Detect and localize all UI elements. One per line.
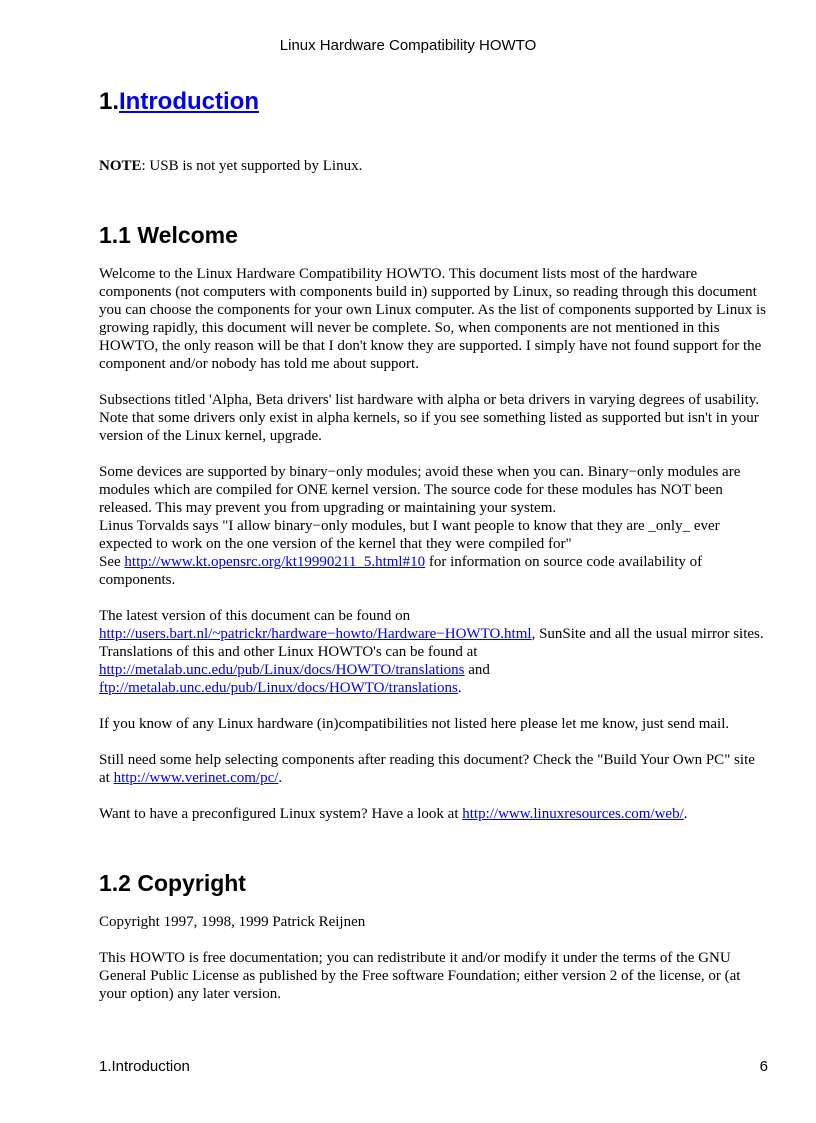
kt-opensrc-link[interactable]: http://www.kt.opensrc.org/kt19990211_5.html#10 [124, 554, 426, 570]
welcome-paragraph-6 [99, 751, 769, 787]
period-text: . [278, 770, 283, 786]
copyright-paragraph-2: This HOWTO is free documentation; you can redistribute it and/or modify it under the terms of the GNU General Public License as published by the Free software Foundation; either version 2 of the license, or (at your option) any later version. [99, 950, 741, 1002]
welcome-paragraph-5: If you know of any Linux hardware (in)compatibilities not listed here please let me know, just send mail. [99, 716, 730, 732]
welcome-paragraph-7 [99, 805, 769, 823]
copyright-heading: 1.2 Copyright [99, 870, 246, 896]
welcome-paragraph-3 [99, 463, 769, 589]
translations-ftp-link[interactable]: ftp://metalab.unc.edu/pub/Linux/docs/HOWTO/translations [99, 680, 458, 696]
binary-modules-text: Some devices are supported by binary−only modules; avoid these when you can. Binary−only modules are modules which are compiled for ONE kernel version. The source code for these modules has NOT been released. This may prevent you from upgrading or maintaining your system. [99, 464, 741, 516]
introduction-link[interactable]: Introduction [119, 88, 259, 115]
welcome-paragraph-4 [99, 607, 769, 697]
page-number: 6 [759, 1058, 768, 1075]
verinet-link[interactable]: http://www.verinet.com/pc/ [113, 770, 279, 786]
see-after-text: for information on source code availability of components. [99, 554, 703, 588]
running-header: Linux Hardware Compatibility HOWTO [279, 37, 537, 54]
footer-section: 1.Introduction [99, 1058, 190, 1075]
hardware-howto-link[interactable]: http://users.bart.nl/~patrickr/hardware−howto/Hardware−HOWTO.html [99, 626, 532, 642]
welcome-paragraph-1: Welcome to the Linux Hardware Compatibility HOWTO. This document lists most of the hardware components (not computers with components build in) supported by Linux, so reading through this document you can choose the components for your own Linux computer. As the list of components supported by Linux is growing rapidly, this document will never be complete. So, when components are not mentioned in this HOWTO, the only reason will be that I don't know they are supported. I simply have not found support for the component and/or nobody has told me about support. [99, 266, 766, 372]
section-number: 1. [99, 88, 120, 115]
build-pc-text: Still need some help selecting components after reading this document? Check the "Build Your Own PC" site at [99, 752, 755, 786]
latest-version-text: The latest version of this document can be found on [99, 608, 411, 624]
period-text: . [683, 806, 688, 822]
note-paragraph [99, 157, 769, 175]
preconfigured-text: Want to have a preconfigured Linux system? Have a look at [99, 806, 463, 822]
note-label: NOTE [99, 158, 142, 174]
see-text: See [99, 554, 125, 570]
welcome-paragraph-2: Subsections titled 'Alpha, Beta drivers' list hardware with alpha or beta drivers in varying degrees of usability. Note that some drivers only exist in alpha kernels, so if you see something listed as supported but isn't in your version of the Linux kernel, upgrade. [99, 392, 760, 444]
torvalds-quote: Linus Torvalds says "I allow binary−only modules, but I want people to know that they are _only_ ever expected to work on the one version of the kernel that they were compiled for" [99, 518, 720, 552]
copyright-paragraph-1: Copyright 1997, 1998, 1999 Patrick Reijnen [99, 914, 366, 930]
page-content [99, 87, 769, 1003]
linuxresources-link[interactable]: http://www.linuxresources.com/web/ [462, 806, 684, 822]
period-text: . [457, 680, 462, 696]
and-text: and [464, 662, 490, 678]
section-heading-introduction [99, 87, 769, 117]
sunsite-text: , SunSite and all the usual mirror sites. Translations of this and other Linux HOWTO's can be found at [99, 626, 764, 660]
translations-http-link[interactable]: http://metalab.unc.edu/pub/Linux/docs/HOWTO/translations [99, 662, 465, 678]
running-footer [99, 1058, 768, 1076]
note-text: : USB is not yet supported by Linux. [141, 158, 363, 174]
welcome-heading: 1.1 Welcome [99, 222, 238, 248]
